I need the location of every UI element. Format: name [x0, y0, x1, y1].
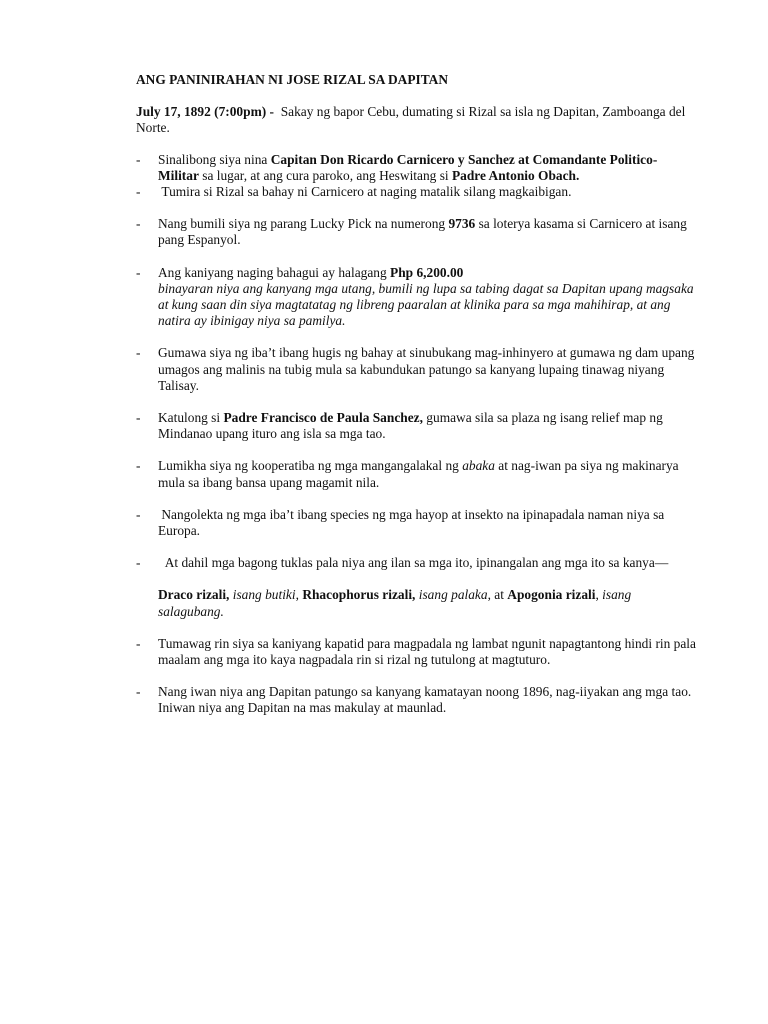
item-text: Tumira si Rizal sa bahay ni Carnicero at naging matalik silang magkaibigan. [158, 184, 572, 200]
item-text: Nang bumili siya ng parang Lucky Pick na numerong [158, 216, 449, 232]
list-item [136, 507, 696, 539]
item-text: sa loterya kasama si Carnicero at isang pang Espanyol. [158, 216, 687, 248]
list-item [136, 184, 696, 200]
list-item [136, 265, 696, 330]
species-name: Rhacophorus rizali, [302, 587, 416, 603]
bullet-dash: - [136, 410, 141, 426]
item-text: At dahil mga bagong tuklas pala niya ang ilan sa mga ito, ipinangalan ang mga ito sa kanya— [158, 555, 669, 571]
item-bold-text: Padre Antonio Obach. [451, 167, 580, 183]
intro-paragraph [136, 104, 696, 136]
species-description: isang butiki [229, 587, 296, 603]
list-item [136, 345, 696, 394]
item-text: gumawa sila sa plaza ng isang relief map ng Mindanao upang ituro ang isla sa mga tao. [158, 410, 663, 442]
separator-text: , [295, 587, 303, 603]
item-bold-text: Php 6,200.00 [390, 264, 464, 280]
intro-date: July 17, 1892 (7:00pm) - [136, 104, 274, 120]
list-item [136, 684, 696, 716]
bullet-dash: - [136, 458, 141, 474]
species-paragraph [136, 587, 696, 619]
item-text: Nang iwan niya ang Dapitan patungo sa kanyang kamatayan noong 1896, nag-iiyakan ang mga tao. Iniwan niya ang Dapitan na mas makulay at maunlad. [158, 684, 698, 716]
list-item [136, 216, 696, 248]
species-description: isang palaka [415, 587, 488, 603]
species-name: Apogonia rizali [507, 587, 596, 603]
item-text: at nag-iwan pa siya ng makinarya mula sa ibang bansa upang magamit nila. [158, 458, 679, 490]
list-item [136, 555, 696, 571]
bullet-dash: - [136, 184, 141, 200]
item-text: Ang kaniyang naging bahagui ay halagang [158, 264, 391, 280]
item-text: Katulong si [158, 410, 224, 426]
species-description: isang salagubang. [158, 587, 632, 619]
bullet-dash: - [136, 555, 141, 571]
item-text: sa lugar, at ang cura paroko, ang Heswitang si [198, 167, 452, 183]
item-text: Gumawa siya ng iba’t ibang hugis ng bahay at sinubukang mag-inhinyero at gumawa ng dam upang umagos ang malinis na tubig mula sa kabundukan patungo sa kanyang lupaing tinawag niyang Talisay. [158, 345, 695, 393]
bullet-dash: - [136, 506, 141, 522]
list-item [136, 458, 696, 490]
item-text: Tumawag rin siya sa kaniyang kapatid para magpadala ng lambat ngunit napagtantong hindi rin pala maalam ang mga ito kaya nagpadala rin si rizal ng tutulong at magtuturo. [158, 635, 696, 668]
item-bold-text: Capitan Don Ricardo Carnicero y Sanchez at Comandante Politico-Militar [158, 151, 658, 183]
species-name: Draco rizali, [158, 587, 230, 603]
bullet-dash: - [136, 264, 141, 280]
item-italic-text: binayaran niya ang kanyang mga utang, bumili ng lupa sa tabing dagat sa Dapitan upang magsaka at kung saan din siya magtatatag ng libreng paaralan at klinika para sa mga mahihirap, at ang natira ay ibinigay niya sa pamilya. [158, 280, 694, 329]
document-title: ANG PANINIRAHAN NI JOSE RIZAL SA DAPITAN [136, 72, 448, 87]
item-text: Lumikha siya ng kooperatiba ng mga mangangalakal ng [158, 458, 463, 474]
list-item [136, 410, 696, 442]
separator-text: , [595, 587, 603, 603]
document-page [136, 72, 696, 733]
item-bold-text: Padre Francisco de Paula Sanchez, [223, 410, 423, 426]
item-text: Nangolekta ng mga iba’t ibang species ng mga hayop at insekto na ipinapadala naman niya sa Europa. [158, 506, 668, 539]
list-item [136, 636, 696, 668]
bullet-dash: - [136, 345, 141, 361]
bullet-dash: - [136, 216, 141, 232]
item-italic-text: abaka [462, 458, 495, 474]
bullet-dash: - [136, 684, 141, 700]
intro-text: Sakay ng bapor Cebu, dumating si Rizal sa isla ng Dapitan, Zamboanga del Norte. [136, 104, 689, 136]
bullet-dash: - [136, 635, 141, 651]
list-item [136, 152, 696, 184]
item-bold-text: 9736 [448, 216, 476, 232]
bullet-dash: - [136, 151, 141, 167]
separator-text: , at [487, 587, 508, 603]
item-text: Sinalibong siya nina [158, 151, 271, 167]
